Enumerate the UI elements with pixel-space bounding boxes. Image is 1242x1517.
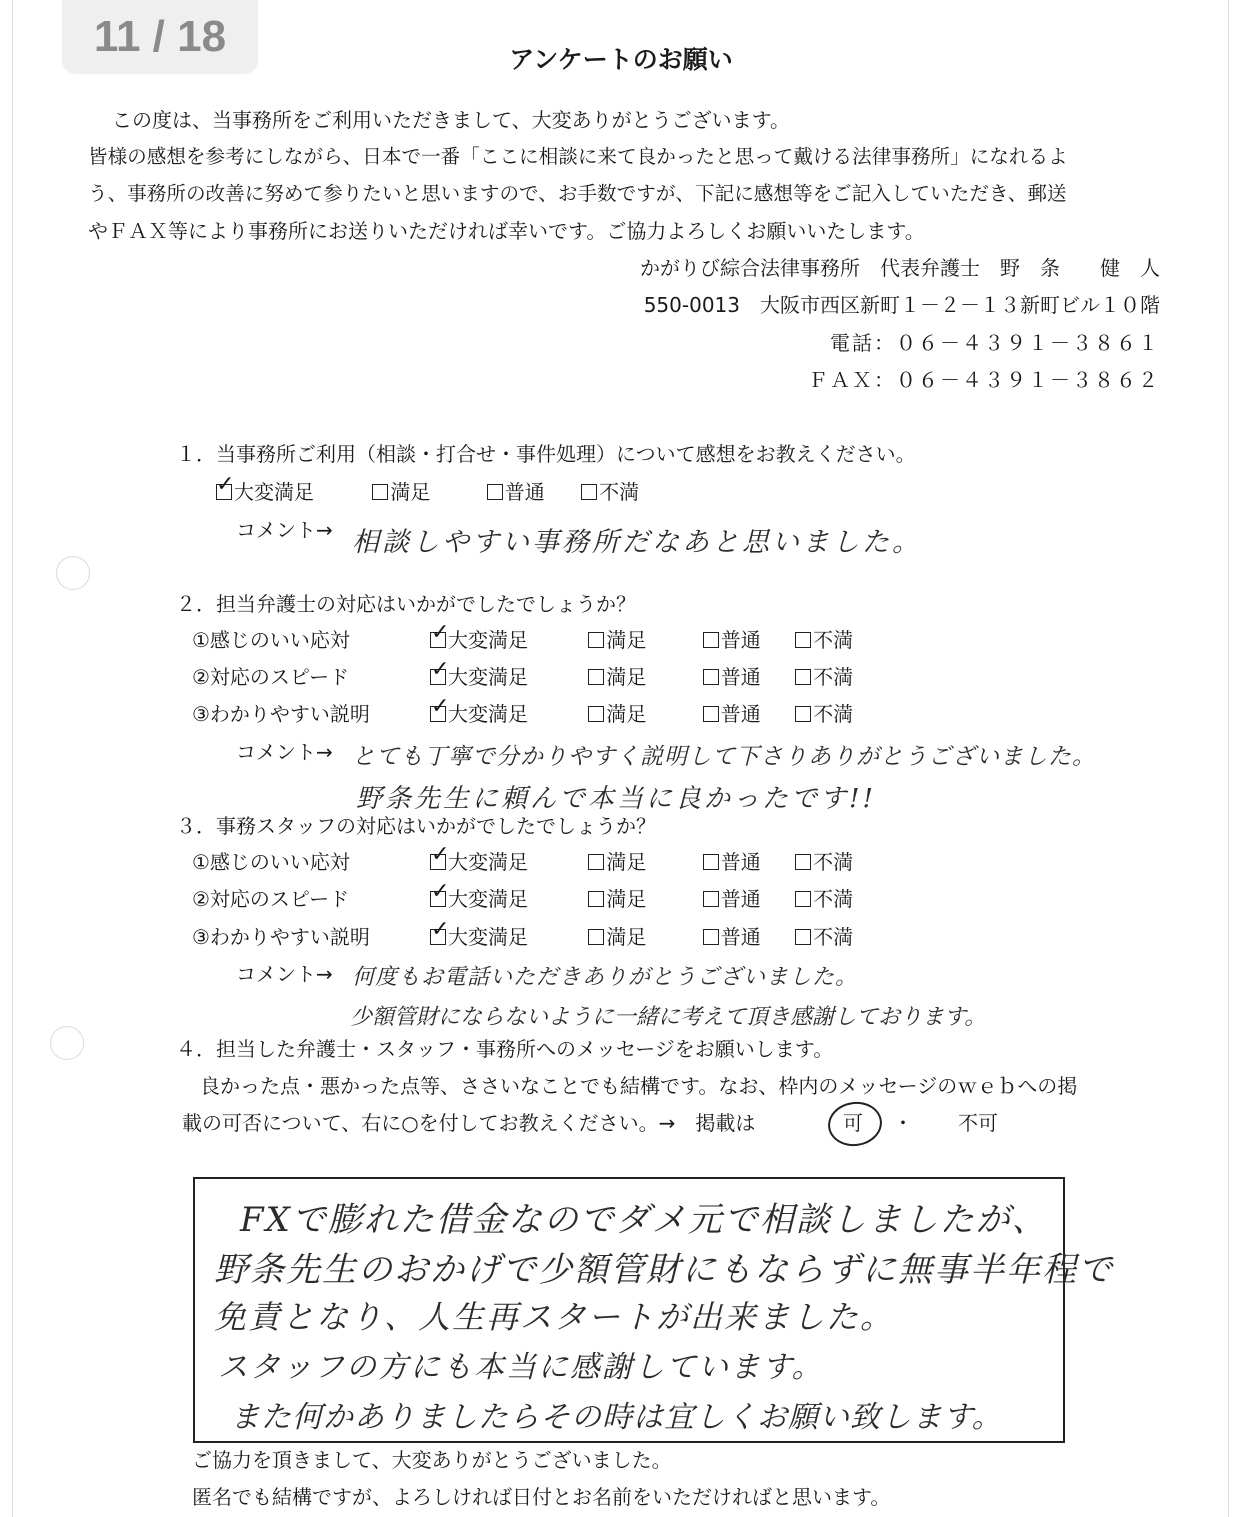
q3-row-label: ①感じのいい応対 — [192, 850, 350, 874]
firm-address: 550-0013 大阪市西区新町１－２－１３新町ビル１０階 — [643, 293, 1160, 317]
q3-row-label: ③わかりやすい説明 — [192, 925, 370, 949]
q3-row2-options — [430, 887, 853, 911]
option-dissatisfied[interactable]: 不満 — [795, 887, 853, 911]
option-satisfied[interactable]: 満足 — [588, 925, 696, 949]
punch-hole — [50, 1026, 84, 1060]
checkbox[interactable] — [703, 891, 719, 907]
message-line-5: また何かありましたらその時は宜しくお願い致します。 — [230, 1400, 1003, 1435]
check-icon: ✓ — [431, 657, 450, 682]
punch-hole — [56, 556, 90, 590]
q3-comment-handwritten-1: 何度もお電話いただきありがとうございました。 — [352, 965, 859, 990]
q2-comment-handwritten-2: 野条先生に頼んで本当に良かったです!! — [356, 784, 876, 814]
checkbox[interactable] — [372, 484, 388, 500]
firm-fax: ＦＡＸ：０６－４３９１－３８６２ — [808, 368, 1160, 392]
publish-separator: ・ — [893, 1111, 913, 1135]
check-icon: ✓ — [431, 620, 450, 645]
q4-line-2: 載の可否について、右に○を付してお教えください。→ 掲載は — [182, 1111, 756, 1135]
q3-row-label: ②対応のスピード — [192, 887, 350, 911]
option-dissatisfied[interactable]: 不満 — [795, 925, 853, 949]
option-normal[interactable]: 普通 — [703, 702, 789, 726]
circled-mark — [825, 1098, 885, 1149]
intro-line-2: 皆様の感想を参考にしながら、日本で一番「ここに相談に来て良かったと思って戴ける法律事務所」になれるよ — [88, 145, 1068, 168]
option-satisfied[interactable]: 満足 — [588, 665, 696, 689]
checkbox[interactable] — [703, 706, 719, 722]
q4-question: ４．担当した弁護士・スタッフ・事務所へのメッセージをお願いします。 — [176, 1037, 834, 1061]
page-title: アンケートのお願い — [509, 45, 733, 74]
checkbox[interactable] — [795, 929, 811, 945]
option-dissatisfied[interactable]: 不満 — [795, 628, 853, 652]
checkbox[interactable] — [588, 706, 604, 722]
checkbox[interactable] — [703, 632, 719, 648]
checkbox[interactable] — [703, 669, 719, 685]
checkbox[interactable] — [588, 632, 604, 648]
left-page-edge — [12, 0, 13, 1517]
page-counter: 11 / 18 — [62, 0, 258, 74]
q2-comment-handwritten-1: とても丁寧で分かりやすく説明して下さりありがとうございました。 — [352, 744, 1096, 770]
option-normal[interactable]: 普通 — [703, 887, 789, 911]
footer-line-2: 匿名でも結構ですが、よろしければ日付とお名前をいただければと思います。 — [192, 1485, 891, 1509]
option-normal[interactable]: 普通 — [703, 665, 789, 689]
q2-row-label: ①感じのいい応対 — [192, 628, 350, 652]
q2-question: ２．担当弁護士の対応はいかがでしたでしょうか？ — [176, 592, 636, 616]
publish-yes[interactable]: 可 — [843, 1111, 863, 1135]
option-dissatisfied[interactable]: 不満 — [581, 480, 639, 504]
option-very-satisfied[interactable]: 大変満足 — [430, 665, 582, 689]
check-icon: ✓ — [431, 879, 450, 904]
firm-name: かがりび綜合法律事務所 代表弁護士 野 条 健 人 — [640, 256, 1160, 280]
checkbox[interactable] — [487, 484, 503, 500]
check-icon: ✓ — [431, 694, 450, 719]
checkbox[interactable] — [588, 929, 604, 945]
checkbox[interactable] — [588, 891, 604, 907]
option-dissatisfied[interactable]: 不満 — [795, 665, 853, 689]
checkbox[interactable] — [703, 929, 719, 945]
intro-line-3: う、事務所の改善に努めて参りたいと思いますので、お手数ですが、下記に感想等をご記入していただき、郵送 — [88, 182, 1067, 205]
option-dissatisfied[interactable]: 不満 — [795, 702, 853, 726]
option-very-satisfied[interactable]: 大変満足 — [430, 925, 582, 949]
q3-comment-handwritten-2: 少額管財にならないように一緒に考えて頂き感謝しております。 — [350, 1005, 987, 1030]
q3-row1-options — [430, 850, 853, 874]
intro-line-4: やＦＡＸ等により事務所にお送りいただければ幸いです。ご協力よろしくお願いいたします。 — [88, 219, 925, 243]
option-very-satisfied[interactable]: 大変満足 — [430, 887, 582, 911]
option-normal[interactable]: 普通 — [487, 480, 575, 504]
q1-options — [216, 480, 639, 504]
q1-comment-label: コメント→ — [236, 518, 333, 542]
q4-line-1: 良かった点・悪かった点等、ささいなことでも結構です。なお、枠内のメッセージのｗｅｂへの掲 — [200, 1074, 1078, 1098]
option-dissatisfied[interactable]: 不満 — [795, 850, 853, 874]
option-satisfied[interactable]: 満足 — [588, 702, 696, 726]
option-satisfied[interactable]: 満足 — [372, 480, 480, 504]
checkbox[interactable] — [581, 484, 597, 500]
q2-comment-label: コメント→ — [236, 740, 333, 764]
message-line-1: FXで膨れた借金なのでダメ元で相談しましたが、 — [240, 1200, 1048, 1240]
publish-no[interactable]: 不可 — [958, 1111, 998, 1135]
checkbox[interactable] — [795, 854, 811, 870]
option-satisfied[interactable]: 満足 — [588, 628, 696, 652]
option-very-satisfied[interactable]: 大変満足 — [216, 480, 366, 504]
firm-tel: 電話：０６－４３９１－３８６１ — [830, 331, 1160, 355]
checkbox[interactable] — [703, 854, 719, 870]
checkbox[interactable] — [588, 669, 604, 685]
checkbox[interactable] — [795, 632, 811, 648]
q2-row-label: ②対応のスピード — [192, 665, 350, 689]
check-icon: ✓ — [216, 472, 235, 497]
q2-row1-options — [430, 628, 853, 652]
q3-question: ３．事務スタッフの対応はいかがでしたでしょうか？ — [176, 814, 656, 838]
option-normal[interactable]: 普通 — [703, 850, 789, 874]
q1-question: １．当事務所ご利用（相談・打合せ・事件処理）について感想をお教えください。 — [176, 442, 916, 466]
option-satisfied[interactable]: 満足 — [588, 887, 696, 911]
checkbox[interactable] — [795, 669, 811, 685]
message-line-4: スタッフの方にも本当に感謝しています。 — [218, 1350, 824, 1385]
checkbox[interactable] — [795, 706, 811, 722]
option-very-satisfied[interactable]: 大変満足 — [430, 850, 582, 874]
message-line-2: 野条先生のおかげで少額管財にもならずに無事半年程で — [214, 1250, 1114, 1290]
right-page-edge — [1228, 0, 1229, 1517]
option-very-satisfied[interactable]: 大変満足 — [430, 628, 582, 652]
q2-row-label: ③わかりやすい説明 — [192, 702, 370, 726]
option-very-satisfied[interactable]: 大変満足 — [430, 702, 582, 726]
footer-line-1: ご協力を頂きまして、大変ありがとうございました。 — [192, 1448, 672, 1472]
q1-comment-handwritten: 相談しやすい事務所だなあと思いました。 — [352, 527, 922, 558]
q3-row3-options — [430, 925, 853, 949]
option-normal[interactable]: 普通 — [703, 628, 789, 652]
check-icon: ✓ — [431, 917, 450, 942]
q2-row2-options — [430, 665, 853, 689]
q2-row3-options — [430, 702, 853, 726]
checkbox[interactable] — [795, 891, 811, 907]
q3-comment-label: コメント→ — [236, 962, 333, 986]
checkbox[interactable] — [588, 854, 604, 870]
intro-line-1: この度は、当事務所をご利用いただきまして、大変ありがとうございます。 — [112, 108, 790, 132]
option-satisfied[interactable]: 満足 — [588, 850, 696, 874]
option-normal[interactable]: 普通 — [703, 925, 789, 949]
check-icon: ✓ — [431, 842, 450, 867]
message-line-3: 免責となり、人生再スタートが出来ました。 — [214, 1298, 895, 1336]
